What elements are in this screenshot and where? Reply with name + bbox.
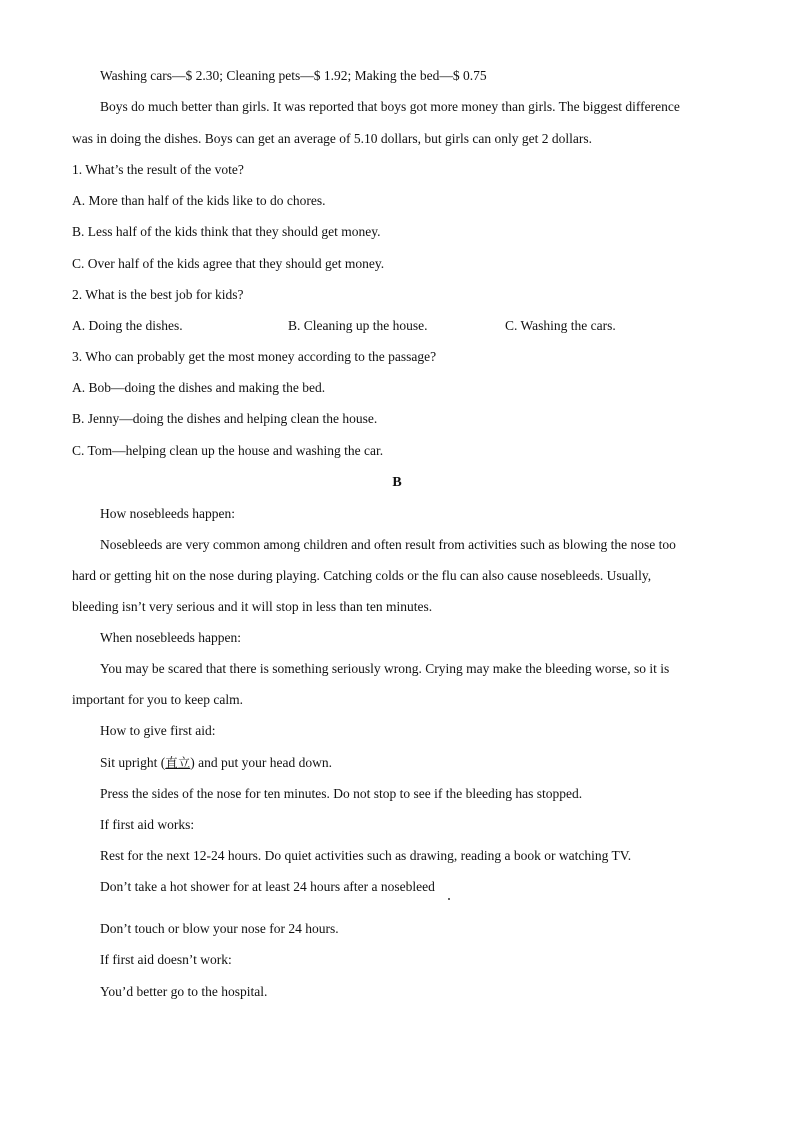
sit-upright-line [100,754,332,772]
wage-line: Washing cars—$ 2.30; Cleaning pets—$ 1.92; Making the bed—$ 0.75 [100,68,487,83]
question-2-option-b: B. Cleaning up the house. [288,318,428,333]
section-title: B [392,475,402,490]
paragraph-line: You may be scared that there is something seriously wrong. Crying may make the bleeding worse, so it is [100,661,670,676]
question-1-option-b: B. Less half of the kids think that they should get money. [72,224,381,239]
touch-line: Don’t touch or blow your nose for 24 hours. [100,921,339,936]
question-1-option-c: C. Over half of the kids agree that they should get money. [72,256,385,271]
question-1-stem: 1. What’s the result of the vote? [72,162,244,177]
paragraph-line: Boys do much better than girls. It was reported that boys got more money than girls. The biggest difference [100,99,680,114]
question-2-option-a: A. Doing the dishes. [72,318,183,333]
paragraph-line: was in doing the dishes. Boys can get an average of 5.10 dollars, but girls can only get 2 dollars. [72,131,593,146]
question-3-stem: 3. Who can probably get the most money according to the passage? [72,349,437,364]
heading-if-first-aid-doesnt-work: If first aid doesn’t work: [100,952,232,967]
question-2-options [72,317,722,335]
question-2-option-c: C. Washing the cars. [505,318,616,333]
sit-prefix: Sit upright ( [100,755,166,770]
paragraph-line: Nosebleeds are very common among children and often result from activities such as blowing the nose too [100,537,676,552]
shower-line: Don’t take a hot shower for at least 24 hours after a nosebleed [100,879,435,894]
question-3-option-b: B. Jenny—doing the dishes and helping clean the house. [72,411,378,426]
rest-line: Rest for the next 12-24 hours. Do quiet activities such as drawing, reading a book or watching TV. [100,848,632,863]
paragraph-line: hard or getting hit on the nose during playing. Catching colds or the flu can also cause nosebleeds. Usually, [72,568,652,583]
heading-how-nosebleeds-happen: How nosebleeds happen: [100,506,235,521]
hospital-line: You’d better go to the hospital. [100,984,268,999]
heading-when-nosebleeds-happen: When nosebleeds happen: [100,630,241,645]
chinese-gloss: 直立 [165,755,191,770]
question-3-option-c: C. Tom—helping clean up the house and washing the car. [72,443,384,458]
stray-dot [448,898,450,900]
press-line: Press the sides of the nose for ten minutes. Do not stop to see if the bleeding has stopped. [100,786,583,801]
question-1-option-a: A. More than half of the kids like to do chores. [72,193,326,208]
sit-suffix: ) and put your head down. [190,755,332,770]
question-2-stem: 2. What is the best job for kids? [72,287,244,302]
heading-if-first-aid-works: If first aid works: [100,817,195,832]
paragraph-line: important for you to keep calm. [72,692,243,707]
paragraph-line: bleeding isn’t very serious and it will stop in less than ten minutes. [72,599,433,614]
heading-first-aid: How to give first aid: [100,723,216,738]
question-3-option-a: A. Bob—doing the dishes and making the bed. [72,380,326,395]
